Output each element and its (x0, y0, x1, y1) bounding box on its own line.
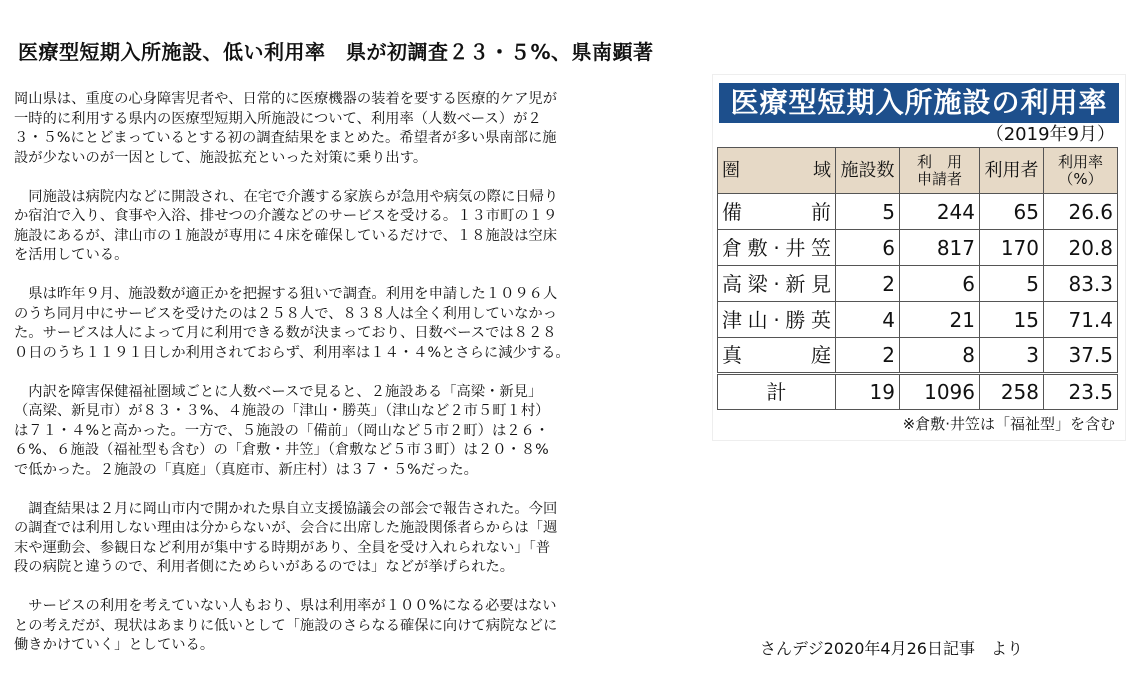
paragraph-line: 調査結果は２月に岡山市内で開かれた県自立支援協議会の部会で報告された。今回 (14, 500, 558, 517)
value-cell: 5 (980, 266, 1044, 302)
article-body (14, 90, 654, 675)
paragraph-line: 一時的に利用する県内の医療型短期入所施設について、利用率（人数ベース）が２ (14, 110, 542, 127)
value-cell: 5 (836, 194, 900, 230)
value-cell: 23.5 (1044, 374, 1118, 410)
region-cell: 津山·勝英 (718, 302, 836, 338)
value-cell: 244 (900, 194, 980, 230)
paragraph-line: （高梁、新見市）が８３・３%、４施設の「津山・勝英」（津山など２市５町１村） (14, 403, 550, 419)
paragraph-line: 段の病院と違うので、利用者側にためらいがあるのでは」などが挙げられた。 (14, 559, 515, 575)
figure-note: ※倉敷·井笠は「福祉型」を含む (902, 415, 1115, 433)
table-row (718, 230, 1118, 266)
article-paragraph (14, 188, 654, 266)
value-cell: 6 (836, 230, 900, 266)
article-title: 医療型短期入所施設、低い利用率 県が初調査２３・５%、県南顕著 (18, 40, 654, 64)
region-cell: 倉敷·井笠 (718, 230, 836, 266)
figure-date: （2019年9月） (985, 124, 1115, 145)
paragraph-line: 岡山県は、重度の心身障害児者や、日常的に医療機器の装着を要する医療的ケア児が (14, 91, 557, 107)
column-header: 圏 域 (718, 148, 836, 194)
table-row (718, 302, 1118, 338)
value-cell: 21 (900, 302, 980, 338)
usage-rate-table-figure (712, 74, 1126, 441)
value-cell: 37.5 (1044, 338, 1118, 374)
column-header: 利 用 申請者 (900, 148, 980, 194)
figure-title: 医療型短期入所施設の利用率 (719, 83, 1119, 123)
paragraph-line: は７１・４%と高かった。一方で、５施設の「備前」（岡山など５市２町）は２６・ (14, 422, 550, 439)
paragraph-line: を活用している。 (14, 247, 129, 263)
table-row (718, 266, 1118, 302)
article-paragraph (14, 500, 654, 578)
value-cell: 170 (980, 230, 1044, 266)
value-cell: 3 (980, 338, 1044, 374)
table-row (718, 338, 1118, 374)
article-paragraph (14, 597, 654, 656)
value-cell: 20.8 (1044, 230, 1118, 266)
paragraph-line: で低かった。２施設の「真庭」（真庭市、新庄村）は３７・５%だった。 (14, 461, 478, 478)
value-cell: 15 (980, 302, 1044, 338)
value-cell: 817 (900, 230, 980, 266)
article-paragraph (14, 90, 654, 168)
paragraph-line: 施設にあるが、津山市の１施設が専用に４床を確保しているだけで、１８施設は空床 (14, 227, 557, 244)
paragraph-line: 同施設は病院内などに開設され、在宅で介護する家族らが急用や病気の際に日帰り (14, 188, 559, 205)
paragraph-line: ３・５%にとどまっているとする初の調査結果をまとめた。希望者が多い県南部に施 (14, 130, 557, 146)
value-cell: 19 (836, 374, 900, 410)
paragraph-line: 県は昨年９月、施設数が適正かを把握する狙いで調査。利用を申請した１０９６人 (14, 286, 558, 302)
region-cell: 高梁·新見 (718, 266, 836, 302)
paragraph-line: ６%、６施設（福祉型も含む）の「倉敷・井笠」（倉敷など５市３町）は２０・８% (14, 442, 549, 458)
region-cell: 真 庭 (718, 338, 836, 374)
value-cell: 4 (836, 302, 900, 338)
value-cell: 26.6 (1044, 194, 1118, 230)
source-credit: さんデジ2020年4月26日記事 より (760, 639, 1023, 658)
article-paragraph (14, 285, 654, 363)
column-header: 利用率 （%） (1044, 148, 1118, 194)
paragraph-line: のうち同月中にサービスを受けたのは２５８人で、８３８人は全く利用していなかっ (14, 305, 557, 322)
region-cell: 計 (718, 374, 836, 410)
usage-rate-table (717, 147, 1118, 410)
column-header: 利用者 (980, 148, 1044, 194)
paragraph-line: 内訳を障害保健福祉圏域ごとに人数ベースで見ると、２施設ある「高梁・新見」 (14, 383, 543, 400)
value-cell: 8 (900, 338, 980, 374)
value-cell: 6 (900, 266, 980, 302)
paragraph-line: との考えだが、現状はあまりに低いとして「施設のさらなる確保に向けて病院などに (14, 617, 558, 634)
value-cell: 258 (980, 374, 1044, 410)
paragraph-line: の調査では利用しない理由は分からないが、会合に出席した施設関係者らからは「週 (14, 520, 558, 536)
column-header: 施設数 (836, 148, 900, 194)
value-cell: 71.4 (1044, 302, 1118, 338)
value-cell: 2 (836, 266, 900, 302)
paragraph-line: サービスの利用を考えていない人もおり、県は利用率が１００%になる必要はない (14, 598, 557, 614)
value-cell: 65 (980, 194, 1044, 230)
value-cell: 1096 (900, 374, 980, 410)
paragraph-line: た。サービスは人によって月に利用できる数が決まっており、日数ベースでは８２８ (14, 325, 557, 341)
paragraph-line: か宿泊で入り、食事や入浴、排せつの介護などのサービスを受ける。１３市町の１９ (14, 208, 558, 224)
paragraph-line: 働きかけていく」としている。 (14, 637, 215, 653)
table-total-row (718, 374, 1118, 410)
table-row (718, 194, 1118, 230)
paragraph-line: ０日のうち１１９１日しか利用されておらず、利用率は１４・４%とさらに減少する。 (14, 344, 570, 361)
value-cell: 2 (836, 338, 900, 374)
table-header-row (718, 148, 1118, 194)
paragraph-line: 末や運動会、参観日など利用が集中する時期があり、全員を受け入れられない」「普 (14, 539, 551, 556)
value-cell: 83.3 (1044, 266, 1118, 302)
region-cell: 備 前 (718, 194, 836, 230)
article-paragraph (14, 383, 654, 481)
paragraph-line: 設が少ないのが一因として、施設拡充といった対策に乗り出す。 (14, 149, 428, 166)
